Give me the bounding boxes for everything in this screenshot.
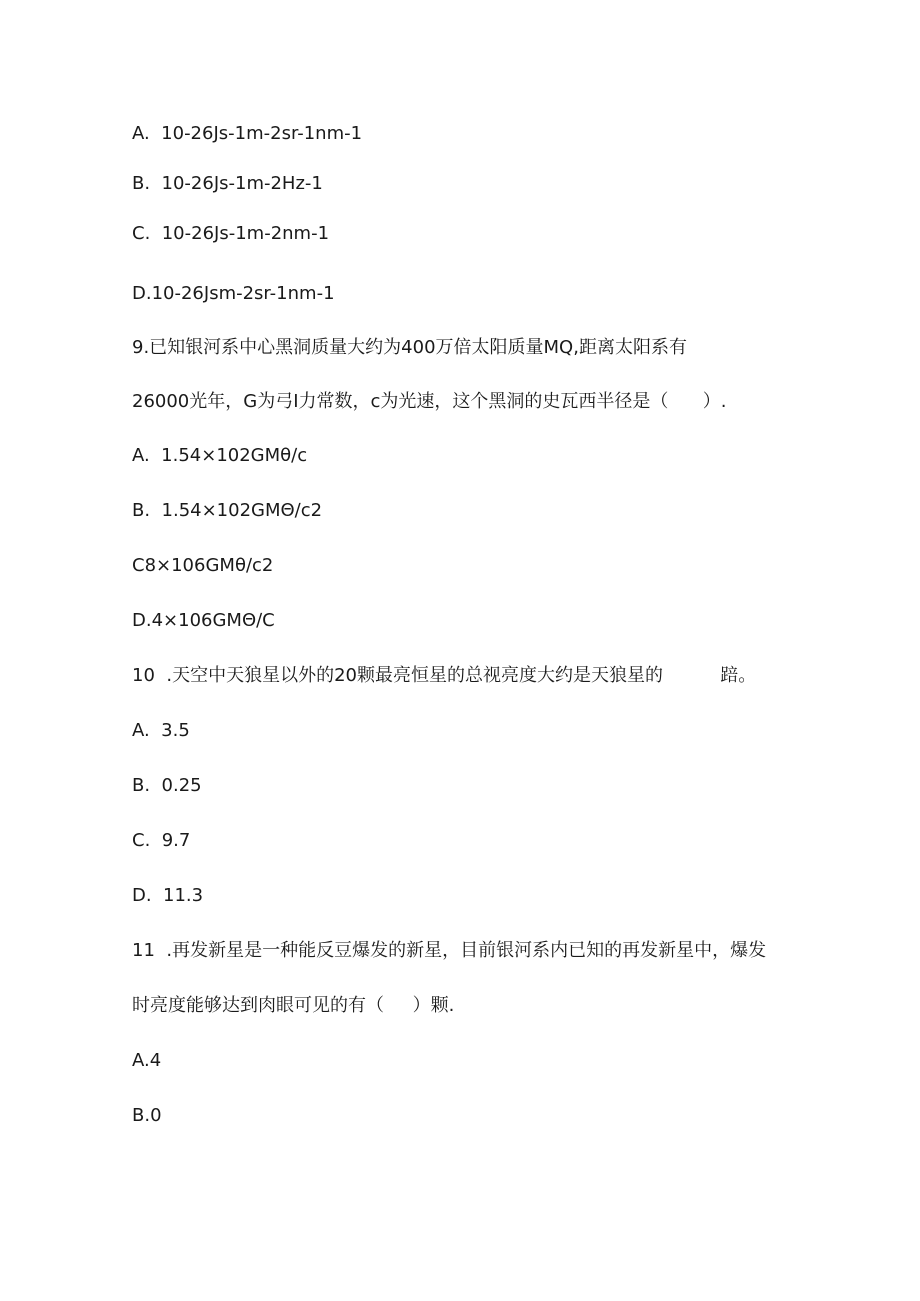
q9-stem-line-1: 9.已知银河系中心黑洞质量大约为400万倍太阳质量MQ,距离太阳系有 (132, 337, 687, 358)
q9-option-a: A. 1.54×102GMθ∕c (132, 445, 308, 466)
q9-option-b: B. 1.54×102GMΘ∕c2 (132, 500, 323, 521)
q11-option-a: A.4 (132, 1050, 162, 1071)
q9-stem-line-2: 26000光年，G为弓I力常数，c为光速，这个黑洞的史瓦西半径是（ ）. (132, 391, 727, 412)
q11-stem-line-2: 时亮度能够达到肉眼可见的有（ ）颗. (132, 995, 455, 1016)
q9-option-d: D.4×106GMΘ∕C (132, 610, 275, 631)
q10-option-a: A. 3.5 (132, 720, 190, 741)
q8-option-c: C. 10-26Js-1m-2nm-1 (132, 223, 330, 244)
q11-stem-line-1: 11 .再发新星是一种能反豆爆发的新星，目前银河系内已知的再发新星中，爆发 (132, 940, 767, 961)
q8-option-d: D.10-26Jsm-2sr-1nm-1 (132, 283, 335, 304)
q10-option-b: B. 0.25 (132, 775, 202, 796)
q8-option-a: A. 10-26Js-1m-2sr-1nm-1 (132, 123, 363, 144)
q8-option-b: B. 10-26Js-1m-2Hz-1 (132, 173, 323, 194)
q10-stem: 10 .天空中天狼星以外的20颗最亮恒星的总视亮度大约是天狼星的 踣。 (132, 665, 757, 686)
q10-option-c: C. 9.7 (132, 830, 191, 851)
q10-option-d: D. 11.3 (132, 885, 204, 906)
q9-option-c: C8×106GMθ∕c2 (132, 555, 274, 576)
q11-option-b: B.0 (132, 1105, 162, 1126)
